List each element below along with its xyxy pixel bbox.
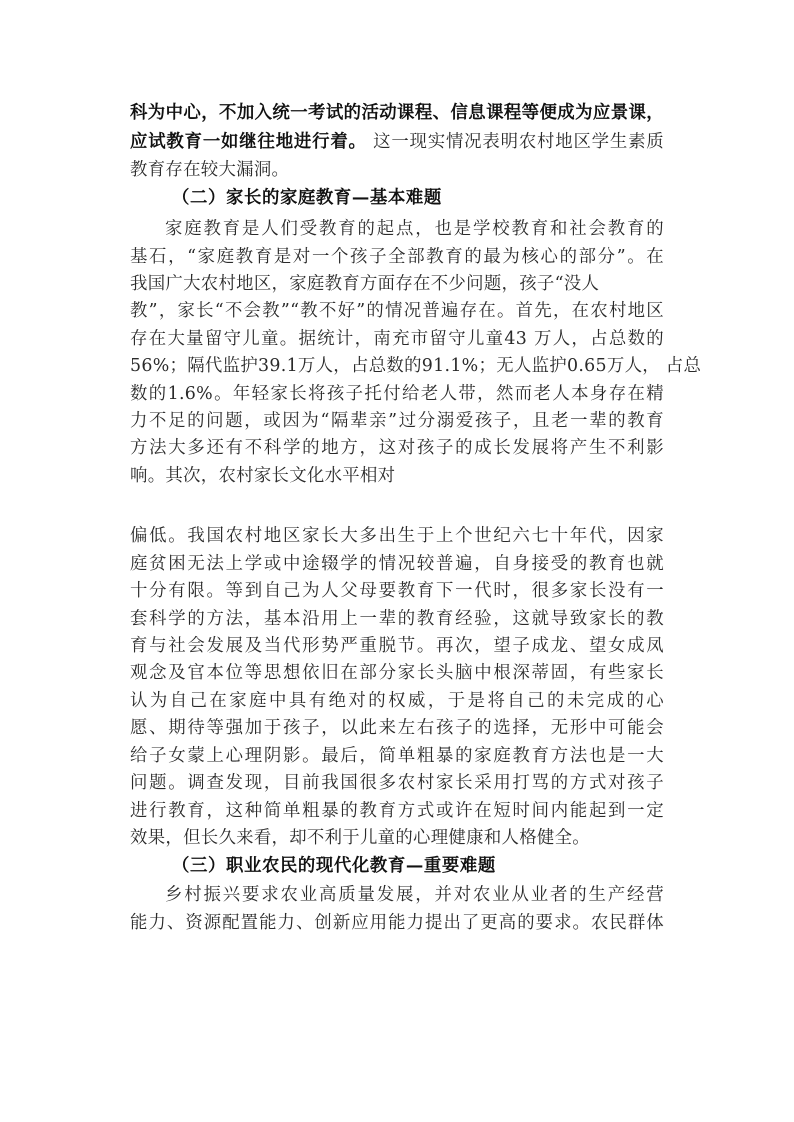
paragraph-line: 庭贫困无法上学或中途辍学的情况较普遍，自身接受的教育也就 bbox=[130, 554, 664, 574]
bold-text: 应试教育一如继往地进行着。 bbox=[130, 132, 367, 152]
paragraph-line: 育与社会发展及当代形势严重脱节。再次，望子成龙、望女成凤 bbox=[130, 636, 664, 656]
paragraph-line: 给子女蒙上心理阴影。最后，简单粗暴的家庭教育方法也是一大 bbox=[130, 746, 664, 766]
paragraph-line: 基石，“家庭教育是对一个孩子全部教育的最为核心的部分”。在 bbox=[130, 247, 664, 267]
paragraph-line: 十分有限。等到自己为人父母要教育下一代时，很多家长没有一 bbox=[130, 581, 664, 601]
paragraph-line: 力不足的问题，或因为“隔辈亲”过分溺爱孩子，且老一辈的教育 bbox=[130, 411, 664, 431]
paragraph-line: 存在大量留守儿童。据统计，南充市留守儿童43 万人，占总数的 bbox=[130, 329, 664, 349]
paragraph-line: 教”，家长“不会教”“教不好”的情况普遍存在。首先，在农村地区 bbox=[130, 301, 664, 321]
section-heading: （二）家长的家庭教育—基本难题 bbox=[172, 188, 442, 208]
paragraph-line: 56%；隔代监护39.1万人，占总数的91.1%；无人监护0.65万人， 占总 bbox=[130, 356, 702, 376]
paragraph-line: 数的1.6%。年轻家长将孩子托付给老人带，然而老人本身存在精 bbox=[130, 384, 664, 404]
paragraph-line: 能力、资源配置能力、创新应用能力提出了更高的要求。农民群体 bbox=[130, 913, 664, 933]
paragraph-line: 观念及官本位等思想依旧在部分家长头脑中根深蒂固，有些家长 bbox=[130, 663, 664, 683]
paragraph-line: 教育存在较大漏洞。 bbox=[130, 160, 290, 180]
paragraph-line: 偏低。我国农村地区家长大多出生于上个世纪六七十年代，因家 bbox=[130, 526, 664, 546]
paragraph-line: 愿、期待等强加于孩子，以此来左右孩子的选择，无形中可能会 bbox=[130, 718, 664, 738]
paragraph-line: 套科学的方法，基本沿用上一辈的教育经验，这就导致家长的教 bbox=[130, 609, 664, 629]
paragraph-line: 进行教育，这种简单粗暴的教育方式或许在短时间内能起到一定 bbox=[130, 801, 664, 821]
paragraph-line: 效果，但长久来看，却不利于儿童的心理健康和人格健全。 bbox=[130, 828, 590, 848]
paragraph-line: 认为自己在家庭中具有绝对的权威，于是将自己的未完成的心 bbox=[130, 691, 664, 711]
paragraph-line: 乡村振兴要求农业高质量发展，并对农业从业者的生产经营 bbox=[165, 885, 664, 905]
paragraph-line: 我国广大农村地区，家庭教育方面存在不少问题，孩子“没人 bbox=[130, 274, 600, 294]
paragraph-line: 方法大多还有不科学的地方，这对孩子的成长发展将产生不利影 bbox=[130, 438, 664, 458]
paragraph-line bbox=[130, 131, 664, 153]
section-heading: （三）职业农民的现代化教育—重要难题 bbox=[172, 856, 496, 876]
paragraph-line: 家庭教育是人们受教育的起点，也是学校教育和社会教育的 bbox=[165, 219, 664, 239]
paragraph-line: 科为中心，不加入统一考试的活动课程、信息课程等便成为应景课， bbox=[130, 103, 664, 123]
paragraph-line: 问题。调查发现，目前我国很多农村家长采用打骂的方式对孩子 bbox=[130, 773, 664, 793]
paragraph-line: 响。其次，农村家长文化水平相对 bbox=[130, 466, 396, 486]
normal-text: 这一现实情况表明农村地区学生素质 bbox=[366, 132, 664, 152]
